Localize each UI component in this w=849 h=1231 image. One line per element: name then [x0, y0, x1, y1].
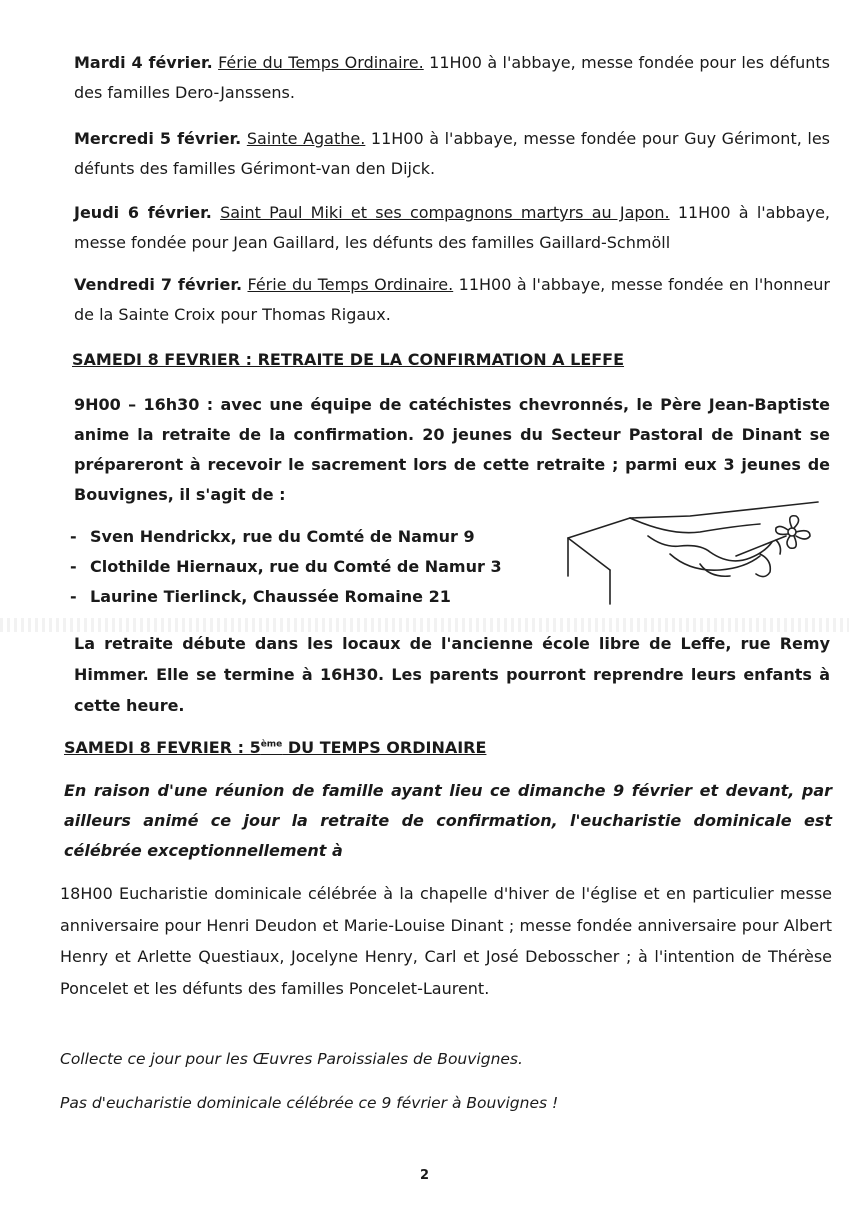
list-item: - Sven Hendrickx, rue du Comté de Namur 9 [70, 522, 502, 552]
participant-name: Sven Hendrickx, rue du Comté de Namur 9 [90, 527, 475, 546]
entry-text: 11H00 à l'abbaye, messe fondée pour Jean Gaillard, les défunts des familles Gaillard-Schmöll [74, 203, 830, 252]
retreat-intro: 9H00 – 16h30 : avec une équipe de catéchistes chevronnés, le Père Jean-Baptiste anime la retraite de la confirmation. 20 jeunes du Secteur Pastoral de Dinant se prépareront à recevoir le sacrement lors de cette retraite ; parmi eux 3 jeunes de Bouvignes, il s'agit de : [74, 395, 830, 504]
entry-day: Jeudi 6 février. [74, 203, 212, 222]
retreat-details: La retraite débute dans les locaux de l'ancienne école libre de Leffe, rue Remy Himmer. Elle se termine à 16H30. Les parents pourront reprendre leurs enfants à cette heure. [74, 634, 830, 715]
entry-mercredi [74, 124, 830, 184]
entry-vendredi [74, 270, 830, 330]
sunday-mass: 18H00 Eucharistie dominicale célébrée à la chapelle d'hiver de l'église et en particulier messe anniversaire pour Henri Deudon et Marie-Louise Dinant ; messe fondée anniversaire pour Albert Henry et Arlette Questiaux, Jocelyne Henry, Carl et José Debosscher ; à l'intention de Thérèse Poncelet et les défunts des familles Poncelet-Laurent. [60, 884, 832, 998]
sunday-heading: SAMEDI 8 FEVRIER : 5ème DU TEMPS ORDINAIRE [64, 738, 487, 757]
page-number: 2 [419, 1168, 430, 1183]
handshake-flower-illustration [560, 496, 820, 606]
entry-feast: Sainte Agathe. [246, 129, 366, 148]
entry-feast: Férie du Temps Ordinaire. [247, 275, 454, 294]
list-item: - Laurine Tierlinck, Chaussée Romaine 21 [70, 582, 502, 612]
list-item: - Clothilde Hiernaux, rue du Comté de Namur 3 [70, 552, 502, 582]
entry-text: 11H00 à l'abbaye, messe fondée pour les défunts des familles Dero-Janssens. [74, 53, 830, 102]
entry-day: Mardi 4 février. [74, 53, 213, 72]
participant-name: Laurine Tierlinck, Chaussée Romaine 21 [90, 587, 451, 606]
entry-day: Mercredi 5 février. [74, 129, 242, 148]
entry-feast: Saint Paul Miki et ses compagnons martyrs au Japon. [220, 203, 670, 222]
entry-text: 11H00 à l'abbaye, messe fondée en l'honneur de la Sainte Croix pour Thomas Rigaux. [74, 275, 831, 324]
collection-notice: Collecte ce jour pour les Œuvres Paroissiales de Bouvignes. [60, 1050, 523, 1068]
participant-name: Clothilde Hiernaux, rue du Comté de Namur 3 [90, 557, 502, 576]
entry-mardi [74, 48, 830, 108]
entry-feast: Férie du Temps Ordinaire. [218, 53, 424, 72]
sunday-notice: En raison d'une réunion de famille ayant lieu ce dimanche 9 février et devant, par ailleurs animé ce jour la retraite de confirmation, l'eucharistie dominicale est célébrée exceptionnellement à [64, 781, 832, 860]
retreat-heading: SAMEDI 8 FEVRIER : RETRAITE DE LA CONFIRMATION A LEFFE [72, 350, 625, 369]
entry-day: Vendredi 7 février. [74, 275, 243, 294]
participant-list [70, 522, 502, 612]
entry-jeudi [74, 198, 830, 258]
no-mass-notice: Pas d'eucharistie dominicale célébrée ce 9 février à Bouvignes ! [60, 1094, 559, 1112]
entry-text: 11H00 à l'abbaye, messe fondée pour Guy Gérimont, les défunts des familles Gérimont-van den Dijck. [74, 129, 831, 178]
